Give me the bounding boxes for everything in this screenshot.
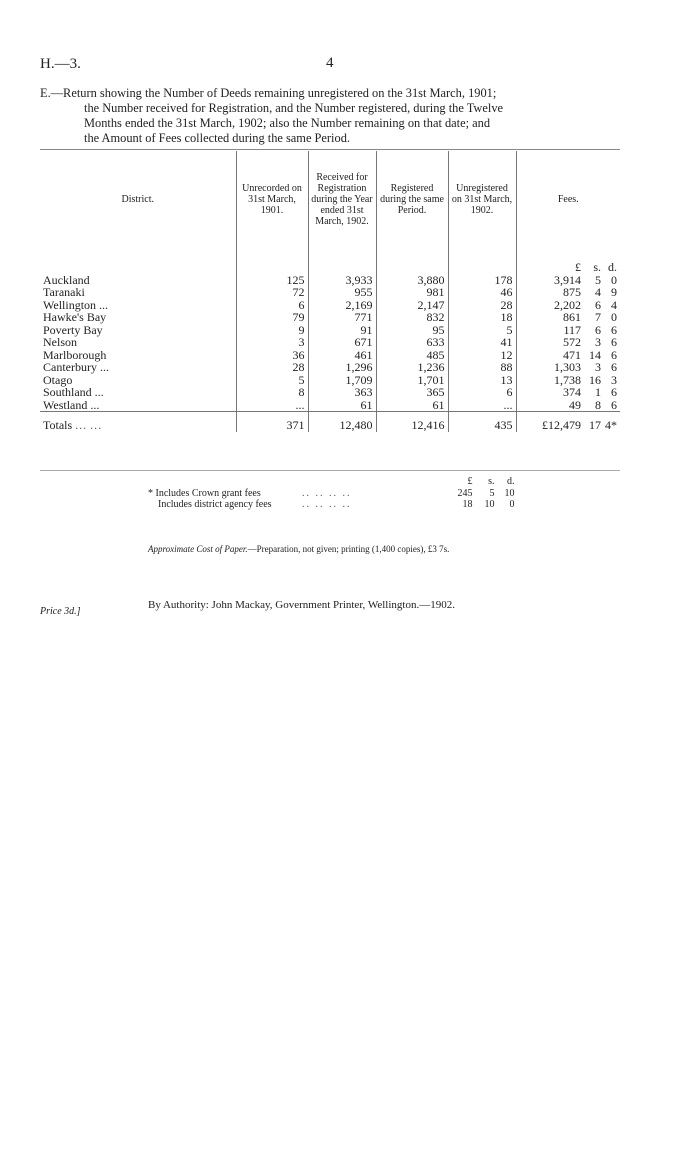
title-line-2: the Number received for Registration, and the Number registered, during the Twelve xyxy=(84,101,504,115)
leader-dots: ... xyxy=(75,417,88,432)
return-title xyxy=(40,86,640,146)
fee-units xyxy=(539,261,617,274)
footnote-pounds: 245 xyxy=(457,487,473,499)
received-cell: 1,296 xyxy=(308,361,376,374)
unregistered-cell: ... xyxy=(448,399,516,412)
fees-pence: 6 xyxy=(611,385,617,399)
district-name: Nelson xyxy=(43,335,77,349)
unrecorded-cell: 72 xyxy=(236,286,308,299)
title-line-4: the Amount of Fees collected during the same Period. xyxy=(84,131,350,145)
fees-pounds: 875 xyxy=(563,285,581,299)
fees-pence: 9 xyxy=(611,285,617,299)
printer-authority: By Authority: John Mackay, Government Printer, Wellington.—1902. xyxy=(148,599,455,611)
totals-received: 12,480 xyxy=(308,412,376,433)
footnote-shillings: 10 xyxy=(484,499,495,510)
footnote-label: * Includes Crown grant fees xyxy=(148,487,261,499)
unregistered-cell: 6 xyxy=(448,386,516,399)
received-cell: 1,709 xyxy=(308,374,376,387)
district-name: Wellington ... xyxy=(43,297,109,312)
unregistered-cell: 12 xyxy=(448,349,516,362)
received-cell: 363 xyxy=(308,386,376,399)
pence-unit: d. xyxy=(608,260,617,274)
footnote-label: Includes district agency fees xyxy=(158,499,272,510)
totals-fees-pounds: £12,479 xyxy=(542,417,581,432)
fees-cell xyxy=(539,336,617,349)
fees-cell xyxy=(539,311,617,324)
fees-pounds: 117 xyxy=(563,322,581,337)
totals-row xyxy=(40,412,620,433)
unrecorded-cell: 3 xyxy=(236,336,308,349)
fees-pounds: 3,914 xyxy=(554,272,581,287)
table-row xyxy=(40,361,620,374)
fees-shillings: 7 xyxy=(595,310,601,324)
registered-cell: 365 xyxy=(376,386,448,399)
footnote-shillings: 5 xyxy=(489,487,495,499)
fees-shillings: 8 xyxy=(595,397,601,412)
registered-cell: 3,880 xyxy=(376,274,448,287)
unregistered-cell: 46 xyxy=(448,286,516,299)
footnote-pence-unit: d. xyxy=(507,476,515,487)
table-row xyxy=(40,324,620,337)
fees-pounds: 1,738 xyxy=(554,372,581,387)
fee-units-row xyxy=(40,261,620,274)
district-name: Southland ... xyxy=(43,385,104,399)
registered-cell: 1,236 xyxy=(376,361,448,374)
received-cell: 955 xyxy=(308,286,376,299)
fees-shillings: 3 xyxy=(595,360,601,374)
received-cell: 3,933 xyxy=(308,274,376,287)
fees-shillings: 6 xyxy=(595,297,601,312)
received-cell: 61 xyxy=(308,399,376,412)
registered-cell: 2,147 xyxy=(376,299,448,312)
unregistered-cell: 178 xyxy=(448,274,516,287)
fees-pence: 6 xyxy=(611,347,617,362)
table-row xyxy=(40,311,620,324)
table-header-row xyxy=(40,151,620,247)
header-registered: Registered during the same Period. xyxy=(376,151,448,247)
fees-cell xyxy=(539,286,617,299)
totals-registered: 12,416 xyxy=(376,412,448,433)
header-district: District. xyxy=(121,193,154,205)
fees-cell xyxy=(539,399,617,412)
fees-shillings: 14 xyxy=(589,347,601,362)
received-cell: 2,169 xyxy=(308,299,376,312)
leader-dots: ... xyxy=(90,417,103,432)
fees-pence: 0 xyxy=(611,272,617,287)
title-line-1: E.—Return showing the Number of Deeds remaining unregistered on the 31st March, 1901; xyxy=(40,86,497,100)
totals-unregistered: 435 xyxy=(448,412,516,433)
cost-label: Approximate Cost of Paper. xyxy=(148,544,248,554)
fees-shillings: 3 xyxy=(595,335,601,349)
table-row xyxy=(40,399,620,412)
fees-shillings: 4 xyxy=(595,285,601,299)
footnote-pounds: 18 xyxy=(462,499,473,510)
fees-pence: 3 xyxy=(611,372,617,387)
registered-cell: 981 xyxy=(376,286,448,299)
received-cell: 91 xyxy=(308,324,376,337)
fees-pence: 0 xyxy=(611,310,617,324)
fees-cell xyxy=(539,386,617,399)
table-bottom-rule xyxy=(40,470,620,471)
received-cell: 771 xyxy=(308,311,376,324)
district-name: Canterbury ... xyxy=(43,360,109,374)
registered-cell: 633 xyxy=(376,336,448,349)
header-fees: Fees. xyxy=(516,151,620,247)
unrecorded-cell: 9 xyxy=(236,324,308,337)
cost-text: —Preparation, not given; printing (1,400 copies), £3 7s. xyxy=(247,544,450,554)
shillings-unit: s. xyxy=(593,260,601,274)
title-line-3: Months ended the 31st March, 1902; also the Number remaining on that date; and xyxy=(84,116,491,130)
table-row xyxy=(40,349,620,362)
price-note: Price 3d.] xyxy=(40,606,81,617)
fees-footnote xyxy=(148,476,515,511)
fees-pence: 6 xyxy=(611,322,617,337)
unregistered-cell: 41 xyxy=(448,336,516,349)
totals-fees xyxy=(529,419,617,432)
district-name: Poverty Bay xyxy=(43,322,103,337)
received-cell: 671 xyxy=(308,336,376,349)
unrecorded-cell: 5 xyxy=(236,374,308,387)
table-row xyxy=(40,299,620,312)
unrecorded-cell: 8 xyxy=(236,386,308,399)
unrecorded-cell: 36 xyxy=(236,349,308,362)
fees-pence: 6 xyxy=(611,335,617,349)
table-row xyxy=(40,374,620,387)
footnote-units-row xyxy=(148,476,515,488)
registered-cell: 1,701 xyxy=(376,374,448,387)
header-gap-row xyxy=(40,247,620,261)
registered-cell: 485 xyxy=(376,349,448,362)
unregistered-cell: 28 xyxy=(448,299,516,312)
fees-shillings: 5 xyxy=(595,272,601,287)
fees-pounds: 861 xyxy=(563,310,581,324)
pounds-unit: £ xyxy=(575,260,581,274)
unrecorded-cell: 6 xyxy=(236,299,308,312)
fees-shillings: 1 xyxy=(595,385,601,399)
unrecorded-cell: 79 xyxy=(236,311,308,324)
fees-pounds: 1,303 xyxy=(554,360,581,374)
unrecorded-cell: ... xyxy=(236,399,308,412)
unrecorded-cell: 125 xyxy=(236,274,308,287)
registered-cell: 95 xyxy=(376,324,448,337)
header-received: Received for Registration during the Year ended 31st March, 1902. xyxy=(308,151,376,247)
totals-unrecorded: 371 xyxy=(236,412,308,433)
footnote-pence: 10 xyxy=(504,487,515,499)
district-name: Otago xyxy=(43,372,73,387)
table-row xyxy=(40,336,620,349)
totals-fees-pence: 4* xyxy=(605,417,617,432)
district-name: Auckland xyxy=(43,272,90,287)
table-row xyxy=(40,386,620,399)
page-number: 4 xyxy=(326,55,334,71)
footnote-crown-grant-row: * Includes Crown grant fees .. .. .. .. 245 5 10 xyxy=(148,487,515,499)
fees-pounds: 471 xyxy=(563,347,581,362)
document-reference: H.—3. xyxy=(40,56,81,72)
fees-pence: 6 xyxy=(611,360,617,374)
fees-pence: 6 xyxy=(611,397,617,412)
fees-pence: 4 xyxy=(611,297,617,312)
unregistered-cell: 13 xyxy=(448,374,516,387)
table-row xyxy=(40,286,620,299)
fees-pounds: 49 xyxy=(569,397,581,412)
footnote-shillings-unit: s. xyxy=(488,476,495,487)
header-unrecorded: Unrecorded on 31st March, 1901. xyxy=(236,151,308,247)
unregistered-cell: 5 xyxy=(448,324,516,337)
cost-of-paper-note xyxy=(148,544,449,554)
received-cell: 461 xyxy=(308,349,376,362)
header-unregistered: Unregistered on 31st March, 1902. xyxy=(448,151,516,247)
totals-label: Totals xyxy=(43,417,73,432)
district-name: Westland ... xyxy=(43,397,100,412)
fees-pounds: 374 xyxy=(563,385,581,399)
unregistered-cell: 88 xyxy=(448,361,516,374)
footnote-pounds-unit: £ xyxy=(467,476,473,487)
fees-pounds: 572 xyxy=(563,335,581,349)
fees-cell xyxy=(539,361,617,374)
unregistered-cell: 18 xyxy=(448,311,516,324)
table-row xyxy=(40,274,620,287)
fees-shillings: 6 xyxy=(595,322,601,337)
registered-cell: 61 xyxy=(376,399,448,412)
totals-fees-shillings: 17 xyxy=(589,417,601,432)
district-name: Marlborough xyxy=(43,347,107,362)
table-top-rule xyxy=(40,149,620,150)
registered-cell: 832 xyxy=(376,311,448,324)
fees-pounds: 2,202 xyxy=(554,297,581,312)
deeds-return-table xyxy=(40,151,620,432)
footnote-district-agency-row: Includes district agency fees .. .. .. .. 18 10 0 xyxy=(148,499,515,511)
district-name: Taranaki xyxy=(43,285,85,299)
unrecorded-cell: 28 xyxy=(236,361,308,374)
district-name: Hawke's Bay xyxy=(43,310,107,324)
fees-shillings: 16 xyxy=(589,372,601,387)
footnote-pence: 0 xyxy=(509,499,515,510)
